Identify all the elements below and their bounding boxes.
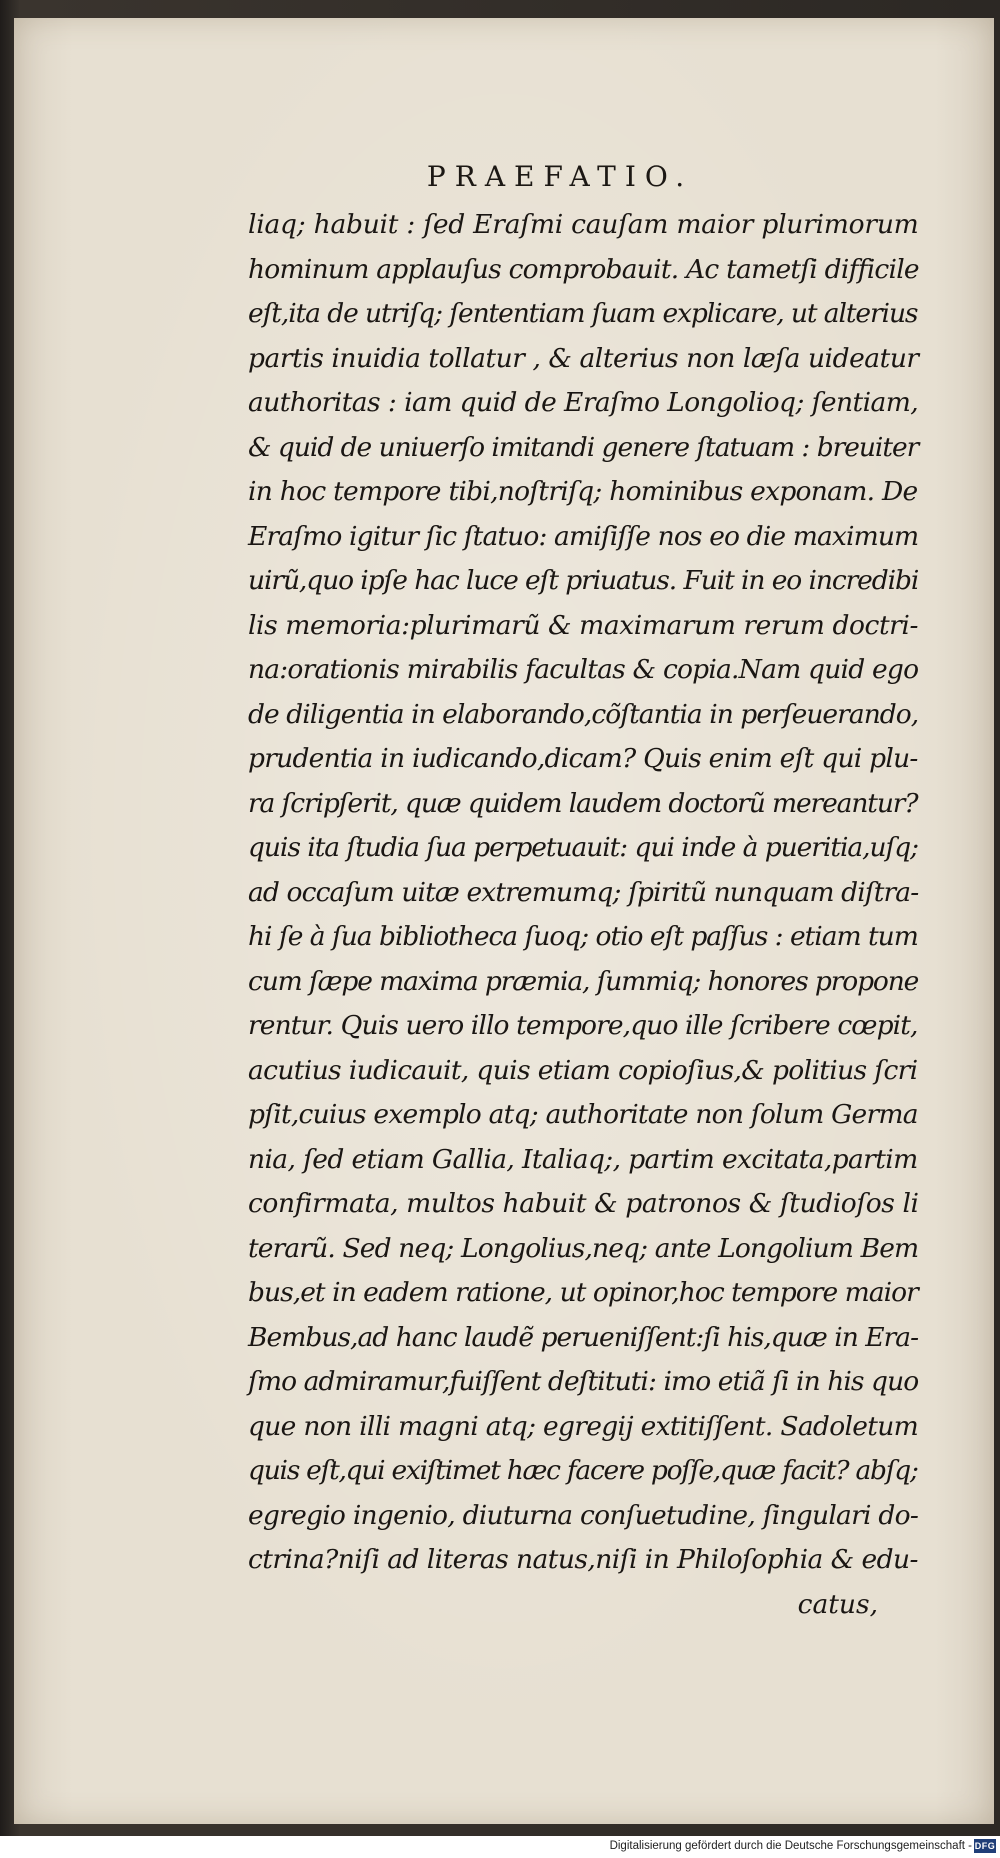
text-line: bus,et in eadem ratione, ut opinor,hoc tempore maior xyxy=(248,1277,918,1308)
text-line: ra ſcripſerit, quæ quidem laudem doctorũ mereantur? xyxy=(248,787,918,819)
text-line: pſit,cuius exemplo atq; authoritate non ſolum Germa xyxy=(248,1099,918,1130)
text-line: hominum applauſus comprobauit. Ac tametſi difficile xyxy=(248,253,919,285)
text-line: eſt,ita de utriſq; ſententiam ſuam explicare, ut alterius xyxy=(248,298,918,329)
body-text xyxy=(248,203,918,1627)
text-line: Eraſmo igitur ſic ſtatuo: amiſiſſe nos eo die maximum xyxy=(248,520,919,552)
text-line: cum ſæpe maxima præmia, ſummiq; honores propone xyxy=(248,965,919,997)
text-line: terarũ. Sed neq; Longolius,neq; ante Longolium Bem xyxy=(248,1232,919,1264)
text-line: rentur. Quis uero illo tempore,quo ille ſcribere cœpit, xyxy=(248,1010,918,1041)
text-line: in hoc tempore tibi,noſtriſq; hominibus exponam. De xyxy=(248,476,918,507)
text-line: & quid de uniuerſo imitandi genere ſtatuam : breuiter xyxy=(248,431,919,463)
text-line: uirũ,quo ipſe hac luce eſt priuatus. Fuit in eo incredibi xyxy=(248,565,919,596)
text-line: ad occaſum uitæ extremumq; ſpiritũ nunquam diſtra- xyxy=(248,876,919,908)
footer-bar xyxy=(0,1836,1000,1858)
text-line: ſmo admiramur,fuiſſent deſtituti: imo etiã ſi in his quo xyxy=(248,1366,919,1397)
text-line: egregio ingenio, diuturna conſuetudine, ſingulari do- xyxy=(248,1499,919,1531)
text-line: quis ita ſtudia ſua perpetuauit: qui inde à pueritia,uſq; xyxy=(248,832,919,863)
text-line: confirmata, multos habuit & patronos & ſtudioſos li xyxy=(248,1188,919,1219)
text-line: hi ſe à ſua bibliotheca ſuoq; otio eſt paſſus : etiam tum xyxy=(248,921,918,952)
catchword: catus, xyxy=(797,1588,878,1620)
text-line: na:orationis mirabilis facultas & copia.Nam quid ego xyxy=(248,654,919,685)
text-line: authoritas : iam quid de Eraſmo Longolioq; ſentiam, xyxy=(248,387,919,418)
text-line: prudentia in iudicando,dicam? Quis enim eſt qui plu- xyxy=(248,743,918,774)
text-line: partis inuidia tollatur , & alterius non læſa uideatur xyxy=(248,342,919,374)
funding-credit: Digitalisierung gefördert durch die Deutsche Forschungsgemeinschaft - xyxy=(609,1840,972,1852)
text-line: liaq; habuit : ſed Eraſmi cauſam maior plurimorum xyxy=(248,209,919,240)
text-line: lis memoria:plurimarũ & maximarum rerum doctri- xyxy=(248,609,918,641)
text-line: Bembus,ad hanc laudẽ perueniſſent:ſi his,quæ in Era- xyxy=(248,1321,919,1353)
text-line: ctrina?niſi ad literas natus,niſi in Philoſophia & edu- xyxy=(248,1544,918,1575)
text-line: que non illi magni atq; egregij extitiſſent. Sadoletum xyxy=(248,1410,919,1442)
text-line: nia, ſed etiam Gallia, Italiaq;, partim excitata,partim xyxy=(248,1143,918,1175)
text-line: acutius iudicauit, quis etiam copioſius,& politius ſcri xyxy=(248,1054,918,1086)
text-line: de diligentia in elaborando,cõſtantia in perſeuerando, xyxy=(248,698,919,730)
running-head: PRAEFATIO. xyxy=(426,160,694,193)
dfg-logo: DFG xyxy=(974,1841,996,1851)
text-line: quis eſt,qui exiſtimet hæc facere poſſe,quæ facit? abſq; xyxy=(248,1455,918,1486)
